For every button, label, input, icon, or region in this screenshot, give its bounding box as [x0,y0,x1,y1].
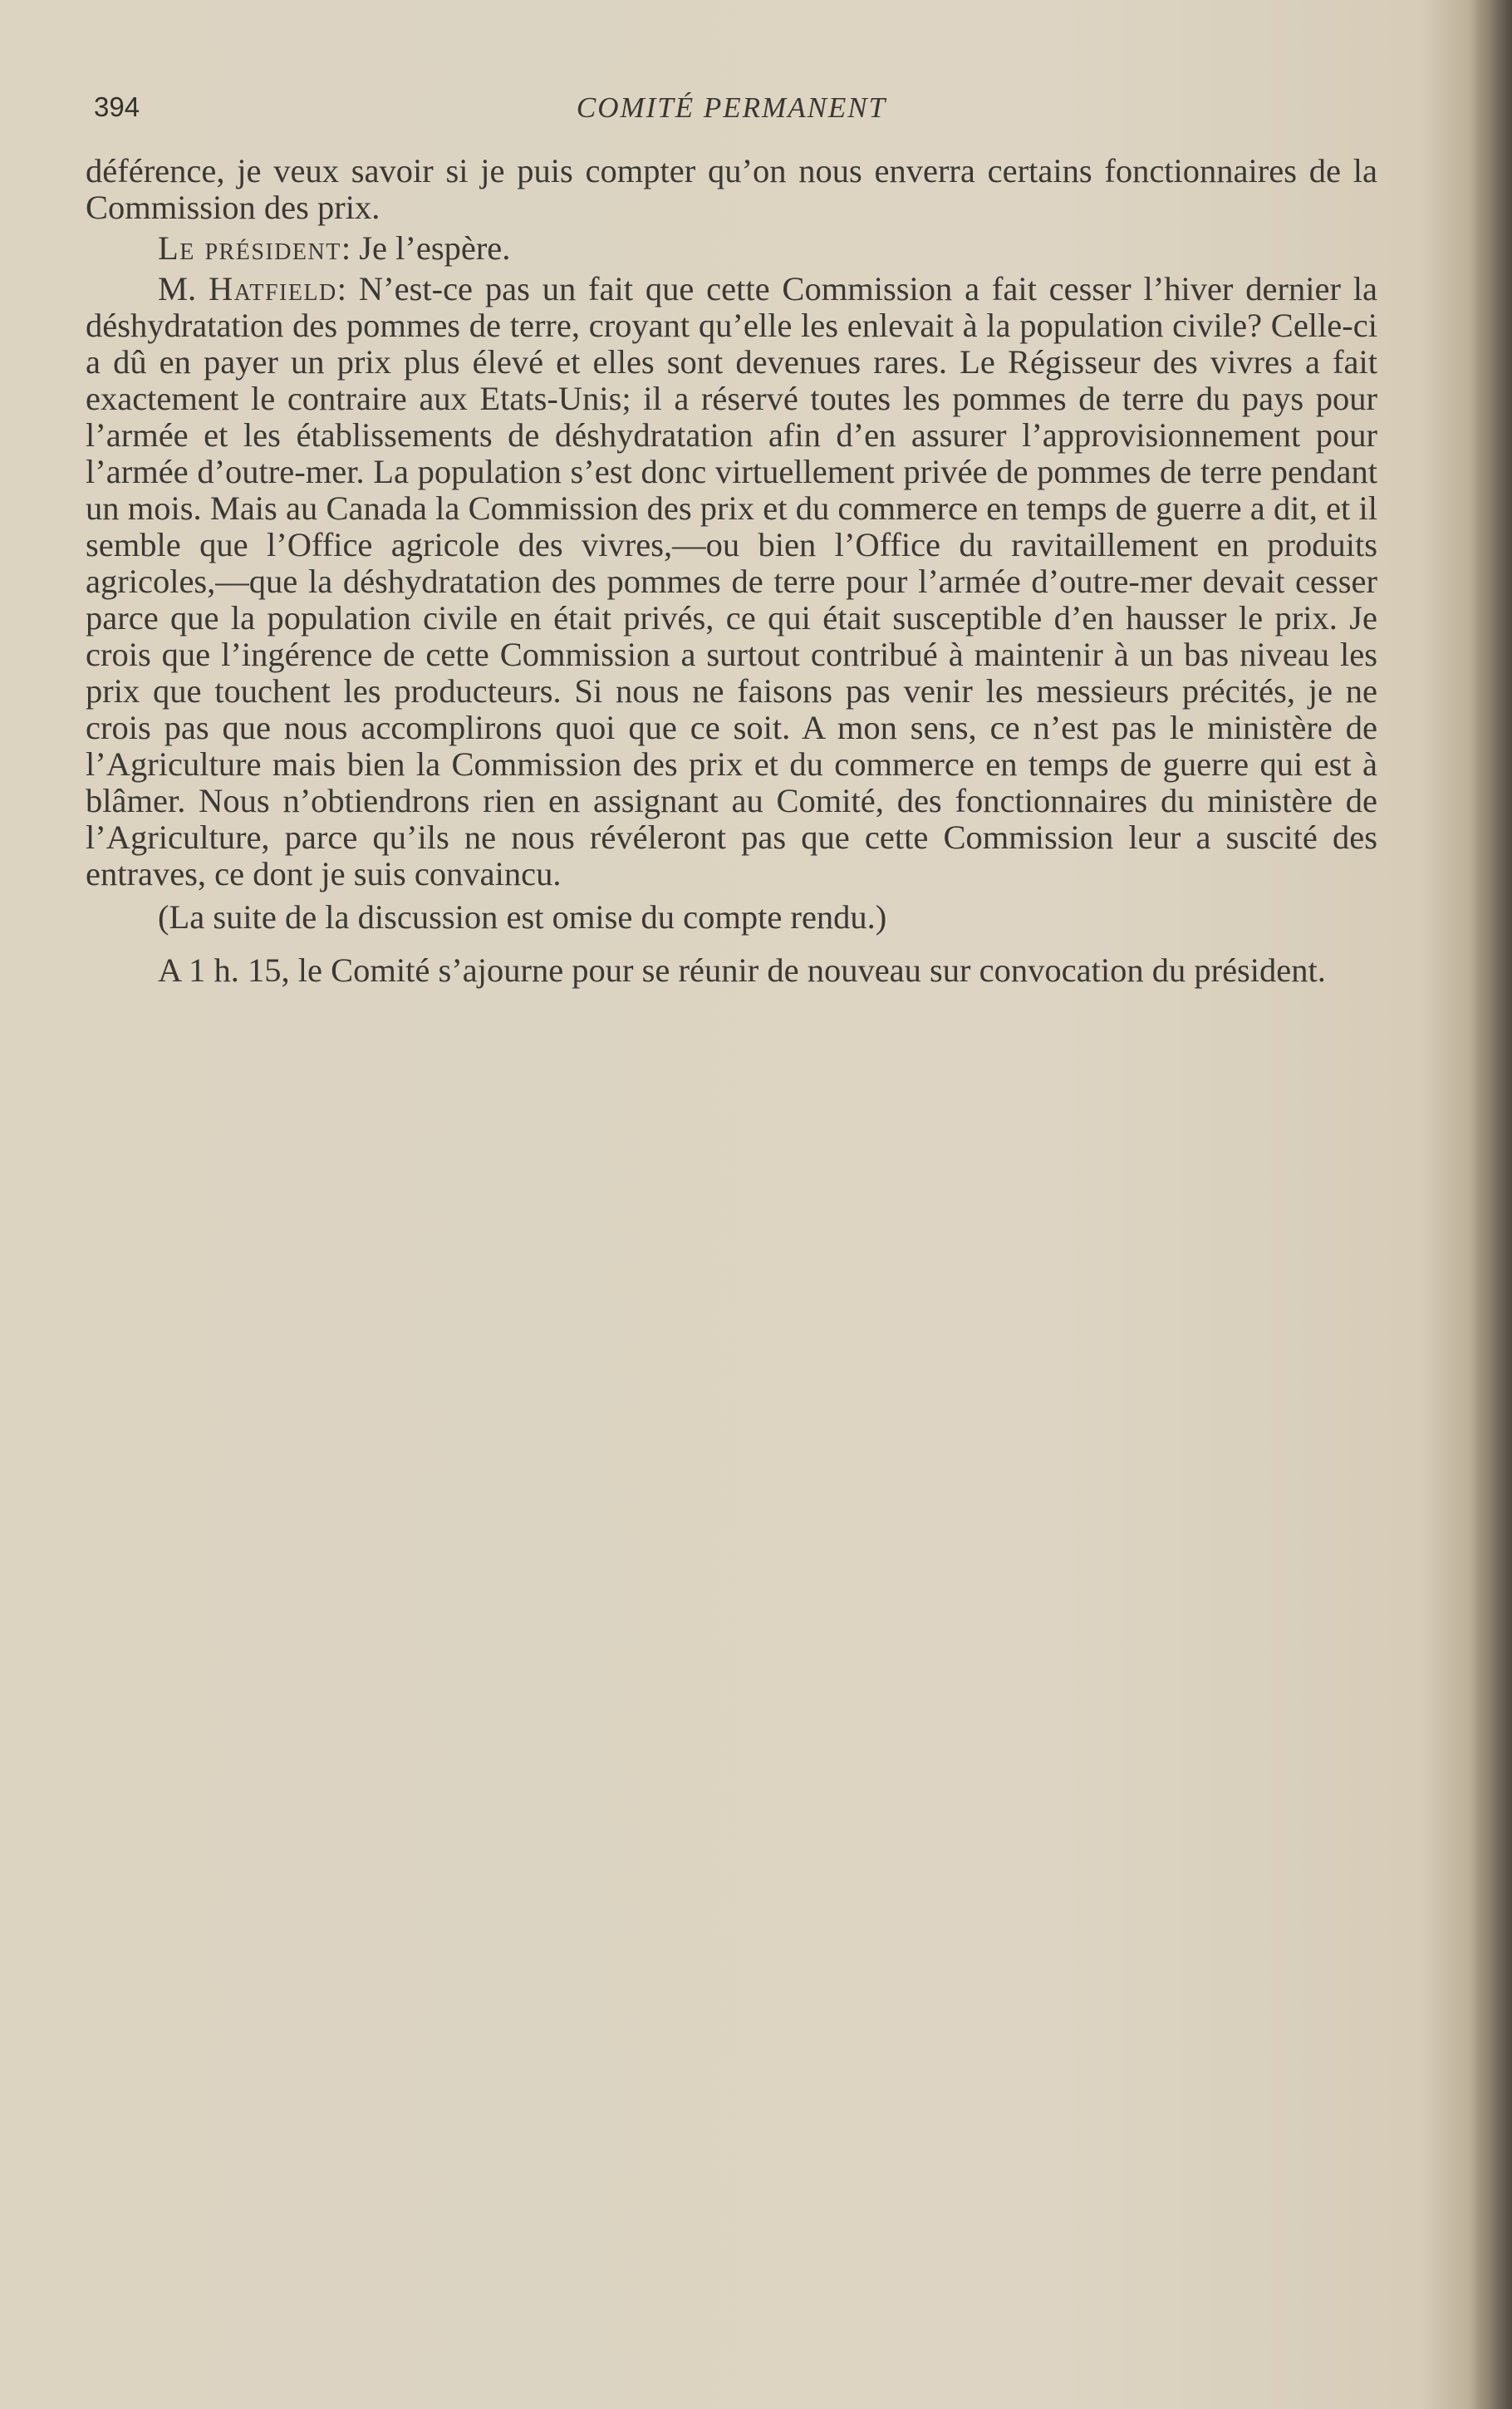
speaker-prefix: M. [158,270,209,307]
binding-shadow [1470,0,1512,2409]
paragraph-text: (La suite de la discussion est omise du compte rendu.) [158,898,887,936]
paragraph-text: : N’est-ce pas un fait que cette Commission a fait cesser l’hiver dernier la déshydratation des pommes de terre, croyant qu’elle les enlevait à la population civile? Celle-ci a dû en payer un prix plus élevé et elles sont devenues rares. Le Régisseur des vivres a fait exactement le contraire aux Etats-Unis; il a réservé toutes les pommes de terre du pays pour l’armée et les établissements de déshydratation afin d’en assurer l’approvisionnement pour l’armée d’outre-mer. La population s’est donc virtuellement privée de pommes de terre pendant un mois. Mais au Canada la Commission des prix et du commerce en temps de guerre a dit, et il semble que l’Office agricole des vivres,—ou bien l’Office du ravitaillement en produits agricoles,—que la déshydratation des pommes de terre pour l’armée d’outre-mer devait cesser parce que la population civile en était privés, ce qui était susceptible d’en hausser le prix. Je crois que l’ingérence de cette Commission a surtout contribué à maintenir à un bas niveau les prix que touchent les producteurs. Si nous ne faisons pas venir les messieurs précités, je ne crois pas que nous accomplirons quoi que ce soit. A mon sens, ce n’est pas le ministère de l’Agriculture mais bien la Commission des prix et du commerce en temps de guerre qui est à blâmer. Nous n’obtiendrons rien en assignant au Comité, des fonctionnaires du ministère de l’Agriculture, parce qu’ils ne nous révéleront pas que cette Commission leur a suscité des entraves, ce dont je suis convaincu. [86,270,1378,892]
paragraph-adjournment [86,952,1377,989]
speaker-name: Hatfield [208,270,337,307]
paragraph-hatfield [86,271,1377,892]
body-text [86,153,1377,989]
running-title: COMITÉ PERMANENT [576,91,887,124]
speaker-name: Le président [158,229,341,267]
running-header [86,91,1377,133]
document-page [86,91,1377,993]
paragraph-text: déférence, je veux savoir si je puis compter qu’on nous enverra certains fonctionnaires de la Commission des prix. [86,152,1377,226]
paragraph-text: : Je l’espère. [341,229,511,267]
page-number: 394 [94,91,140,122]
paragraph-omission-note [86,899,1377,936]
paragraph-text: A 1 h. 15, le Comité s’ajourne pour se réunir de nouveau sur convocation du président. [158,951,1326,989]
paragraph-president [86,230,1377,267]
paragraph-continuation [86,153,1377,226]
